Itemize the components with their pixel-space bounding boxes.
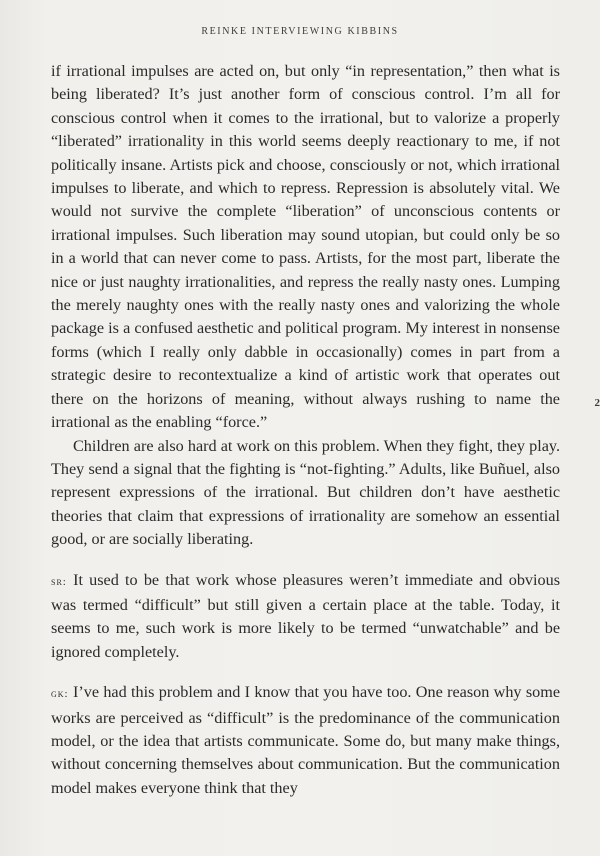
paragraph-children — [51, 435, 560, 552]
paragraph-text: Children are also hard at work on this problem. When they fight, they play. They send a signal that the fighting is “not-fighting.” Adults, like Buñuel, also represent expressions of the irrational. But children don’t have aesthetic theories that claim that expressions of irrationality are somehow an essential good, or are socially liberating. — [51, 436, 560, 549]
paragraph-gk — [51, 681, 560, 800]
body-text — [51, 60, 560, 800]
paragraph-text: I’ve had this problem and I know that you have too. One reason why some works are perceived as “difficult” is the predominance of the communication model, or the idea that artists communicate. Some do, but many make things, without concerning themselves about communication. But the communication model makes everyone think that they — [51, 683, 561, 797]
speaker-label: sr: — [51, 575, 67, 588]
paragraph-continuation — [51, 60, 560, 435]
page-number: 2 — [594, 397, 600, 409]
running-head: REINKE INTERVIEWING KIBBINS — [201, 26, 399, 37]
paragraph-text: if irrational impulses are acted on, but only “in representation,” then what is being liberated? It’s just another form of conscious control. I’m all for conscious control when it comes to the irrational, but to valorize a properly “liberated” irrationality in this world seems deeply reactionary to me, if not politically insane. Artists pick and choose, consciously or not, which irrational impulses to liberate, and which to repress. Repression is absolutely vital. We would not survive the complete “liberation” of unconscious contents or irrational impulses. Such liberation may sound utopian, but could only be so in a world that can never come to pass. Artists, for the most part, liberate the nice or just naughty irrationalities, and repress the really nasty ones. Lumping the merely naughty ones with the really nasty ones and valorizing the whole package is a confused aesthetic and political program. My interest in nonsense forms (which I really only dabble in occasionally) comes in part from a strategic desire to recontextualize a kind of artistic work that operates out there on the horizons of meaning, without always rushing to name the irrational as the enabling “force.” — [51, 62, 560, 432]
paragraph-text: It used to be that work whose pleasures weren’t immediate and obvious was termed “difficult” but still given a certain place at the table. Today, it seems to me, such work is more likely to be termed “unwatchable” and be ignored completely. — [51, 570, 561, 661]
speaker-label: gk: — [51, 688, 69, 701]
paragraph-sr — [51, 569, 560, 665]
